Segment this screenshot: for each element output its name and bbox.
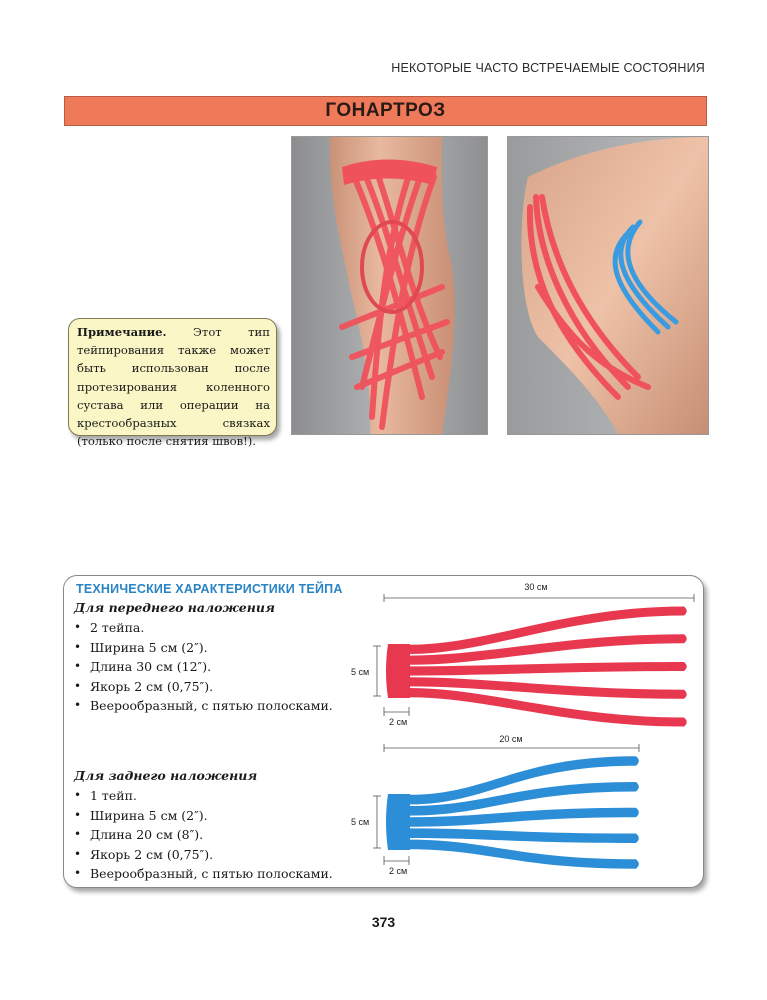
note-label: Примечание. bbox=[77, 325, 167, 339]
list-item: • Якорь 2 см (0,75″). bbox=[72, 677, 333, 697]
section-title: ГОНАРТРОЗ bbox=[325, 100, 446, 121]
tape-spec-box bbox=[63, 575, 704, 888]
note-box bbox=[68, 318, 277, 449]
back-anchor-label: 2 см bbox=[389, 866, 408, 876]
list-item: • 1 тейп. bbox=[72, 786, 333, 806]
back-heading: Для заднего наложения bbox=[74, 768, 258, 783]
list-item: • Веерообразный, с пятью полосками. bbox=[72, 696, 333, 716]
list-item: • Якорь 2 см (0,75″). bbox=[72, 845, 333, 865]
front-tape-anchor bbox=[386, 644, 410, 698]
list-item: • Ширина 5 см (2″). bbox=[72, 806, 333, 826]
spec-title: ТЕХНИЧЕСКИЕ ХАРАКТЕРИСТИКИ ТЕЙПА bbox=[76, 582, 343, 596]
note-text: Этот тип тейпирования также может быть использован после протезирования коленного сустава или операции на крестообразных связках (только после снятия швов!). bbox=[77, 325, 270, 449]
list-item: • Длина 30 см (12″). bbox=[72, 657, 333, 677]
list-item: • 2 тейпа. bbox=[72, 618, 333, 638]
front-anchor-label: 2 см bbox=[389, 717, 408, 727]
back-tape-strip bbox=[409, 840, 639, 869]
back-tape-anchor bbox=[386, 794, 410, 850]
photo-knee-side bbox=[507, 136, 709, 435]
photo-knee-front bbox=[291, 136, 488, 435]
front-width-label: 5 см bbox=[351, 667, 370, 677]
front-tape-strip bbox=[409, 662, 687, 676]
page-number: 373 bbox=[371, 914, 396, 930]
front-heading: Для переднего наложения bbox=[74, 600, 275, 615]
section-title-bar bbox=[64, 96, 707, 126]
list-item: • Длина 20 см (8″). bbox=[72, 825, 333, 845]
running-header: НЕКОТОРЫЕ ЧАСТО ВСТРЕЧАЕМЫЕ СОСТОЯНИЯ bbox=[391, 61, 705, 75]
list-item: • Веерообразный, с пятью полосками. bbox=[72, 864, 333, 884]
back-length-label: 20 см bbox=[499, 734, 523, 744]
back-tape-strip bbox=[409, 828, 639, 843]
back-tape-diagram bbox=[351, 734, 639, 876]
front-length-label: 30 см bbox=[524, 582, 548, 592]
tape-diagrams bbox=[64, 576, 702, 886]
back-width-label: 5 см bbox=[351, 817, 370, 827]
front-tape-diagram bbox=[351, 582, 694, 727]
list-item: • Ширина 5 см (2″). bbox=[72, 638, 333, 658]
